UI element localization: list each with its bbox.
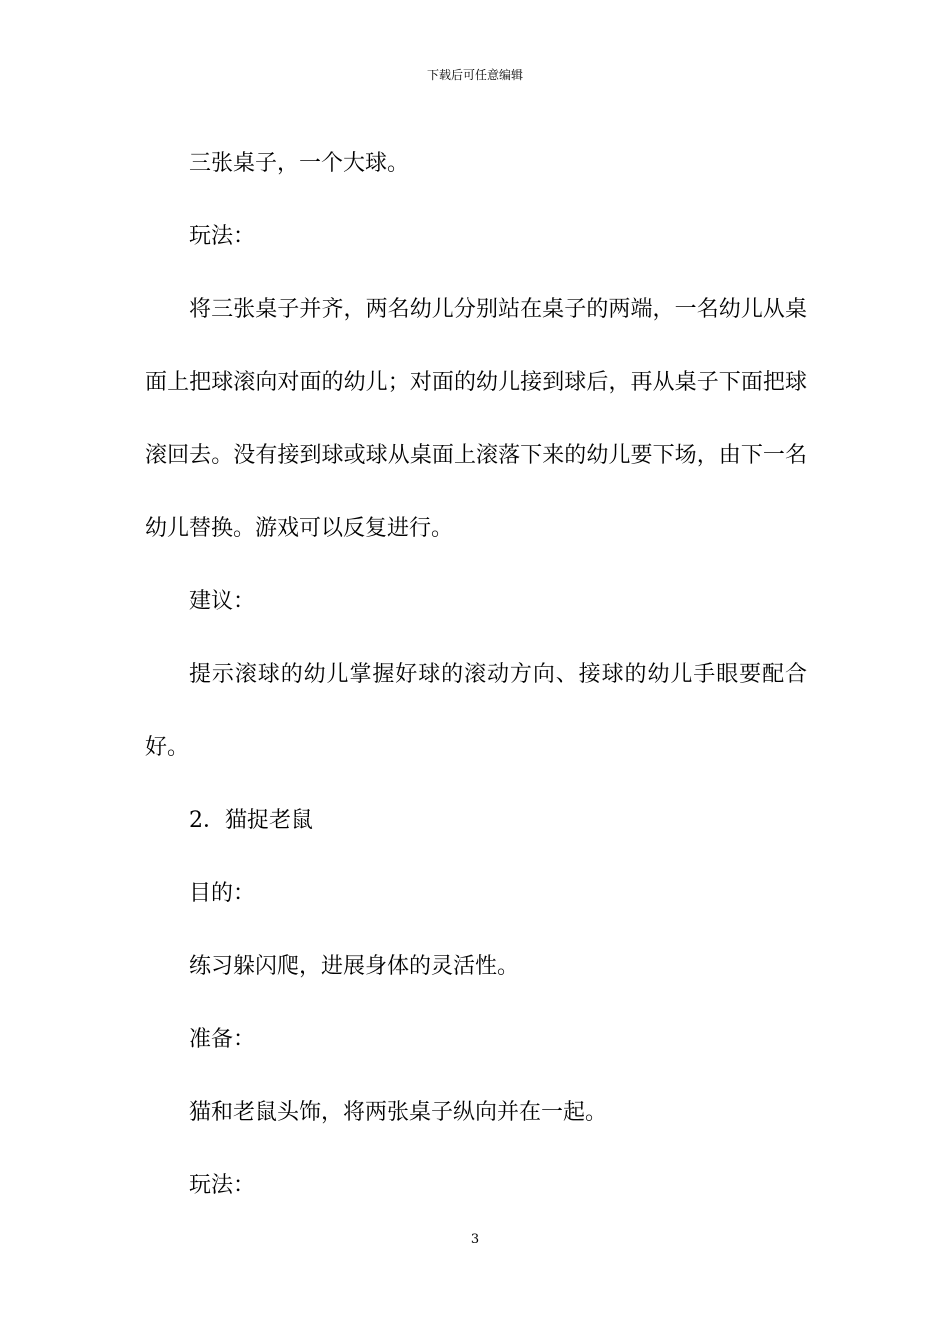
- paragraph: 提示滚球的幼儿掌握好球的滚动方向、接球的幼儿手眼要配合好。: [145, 662, 807, 760]
- paragraph: 将三张桌子并齐，两名幼儿分别站在桌子的两端，一名幼儿从桌面上把球滚向对面的幼儿；对面的幼儿接到球后，再从桌子下面把球滚回去。没有接到球或球从桌面上滚落下来的幼儿要下场，由下一名幼儿替换。游戏可以反复进行。: [145, 297, 807, 541]
- paragraph: 三张桌子，一个大球。: [189, 151, 410, 176]
- document-body: [145, 127, 807, 1222]
- paragraph: 练习躲闪爬，进展身体的灵活性。: [189, 954, 520, 979]
- section-heading: 2．猫捉老鼠: [189, 808, 313, 833]
- paragraph: 准备：: [189, 1027, 256, 1052]
- page-header: 下载后可任意编辑: [426, 68, 523, 82]
- paragraph: 目的：: [189, 881, 256, 906]
- paragraph: 玩法：: [189, 1173, 256, 1198]
- paragraph: 建议：: [189, 589, 256, 614]
- page-number: 3: [470, 1232, 480, 1247]
- paragraph: 玩法：: [189, 224, 256, 249]
- paragraph: 猫和老鼠头饰，将两张桌子纵向并在一起。: [189, 1100, 608, 1125]
